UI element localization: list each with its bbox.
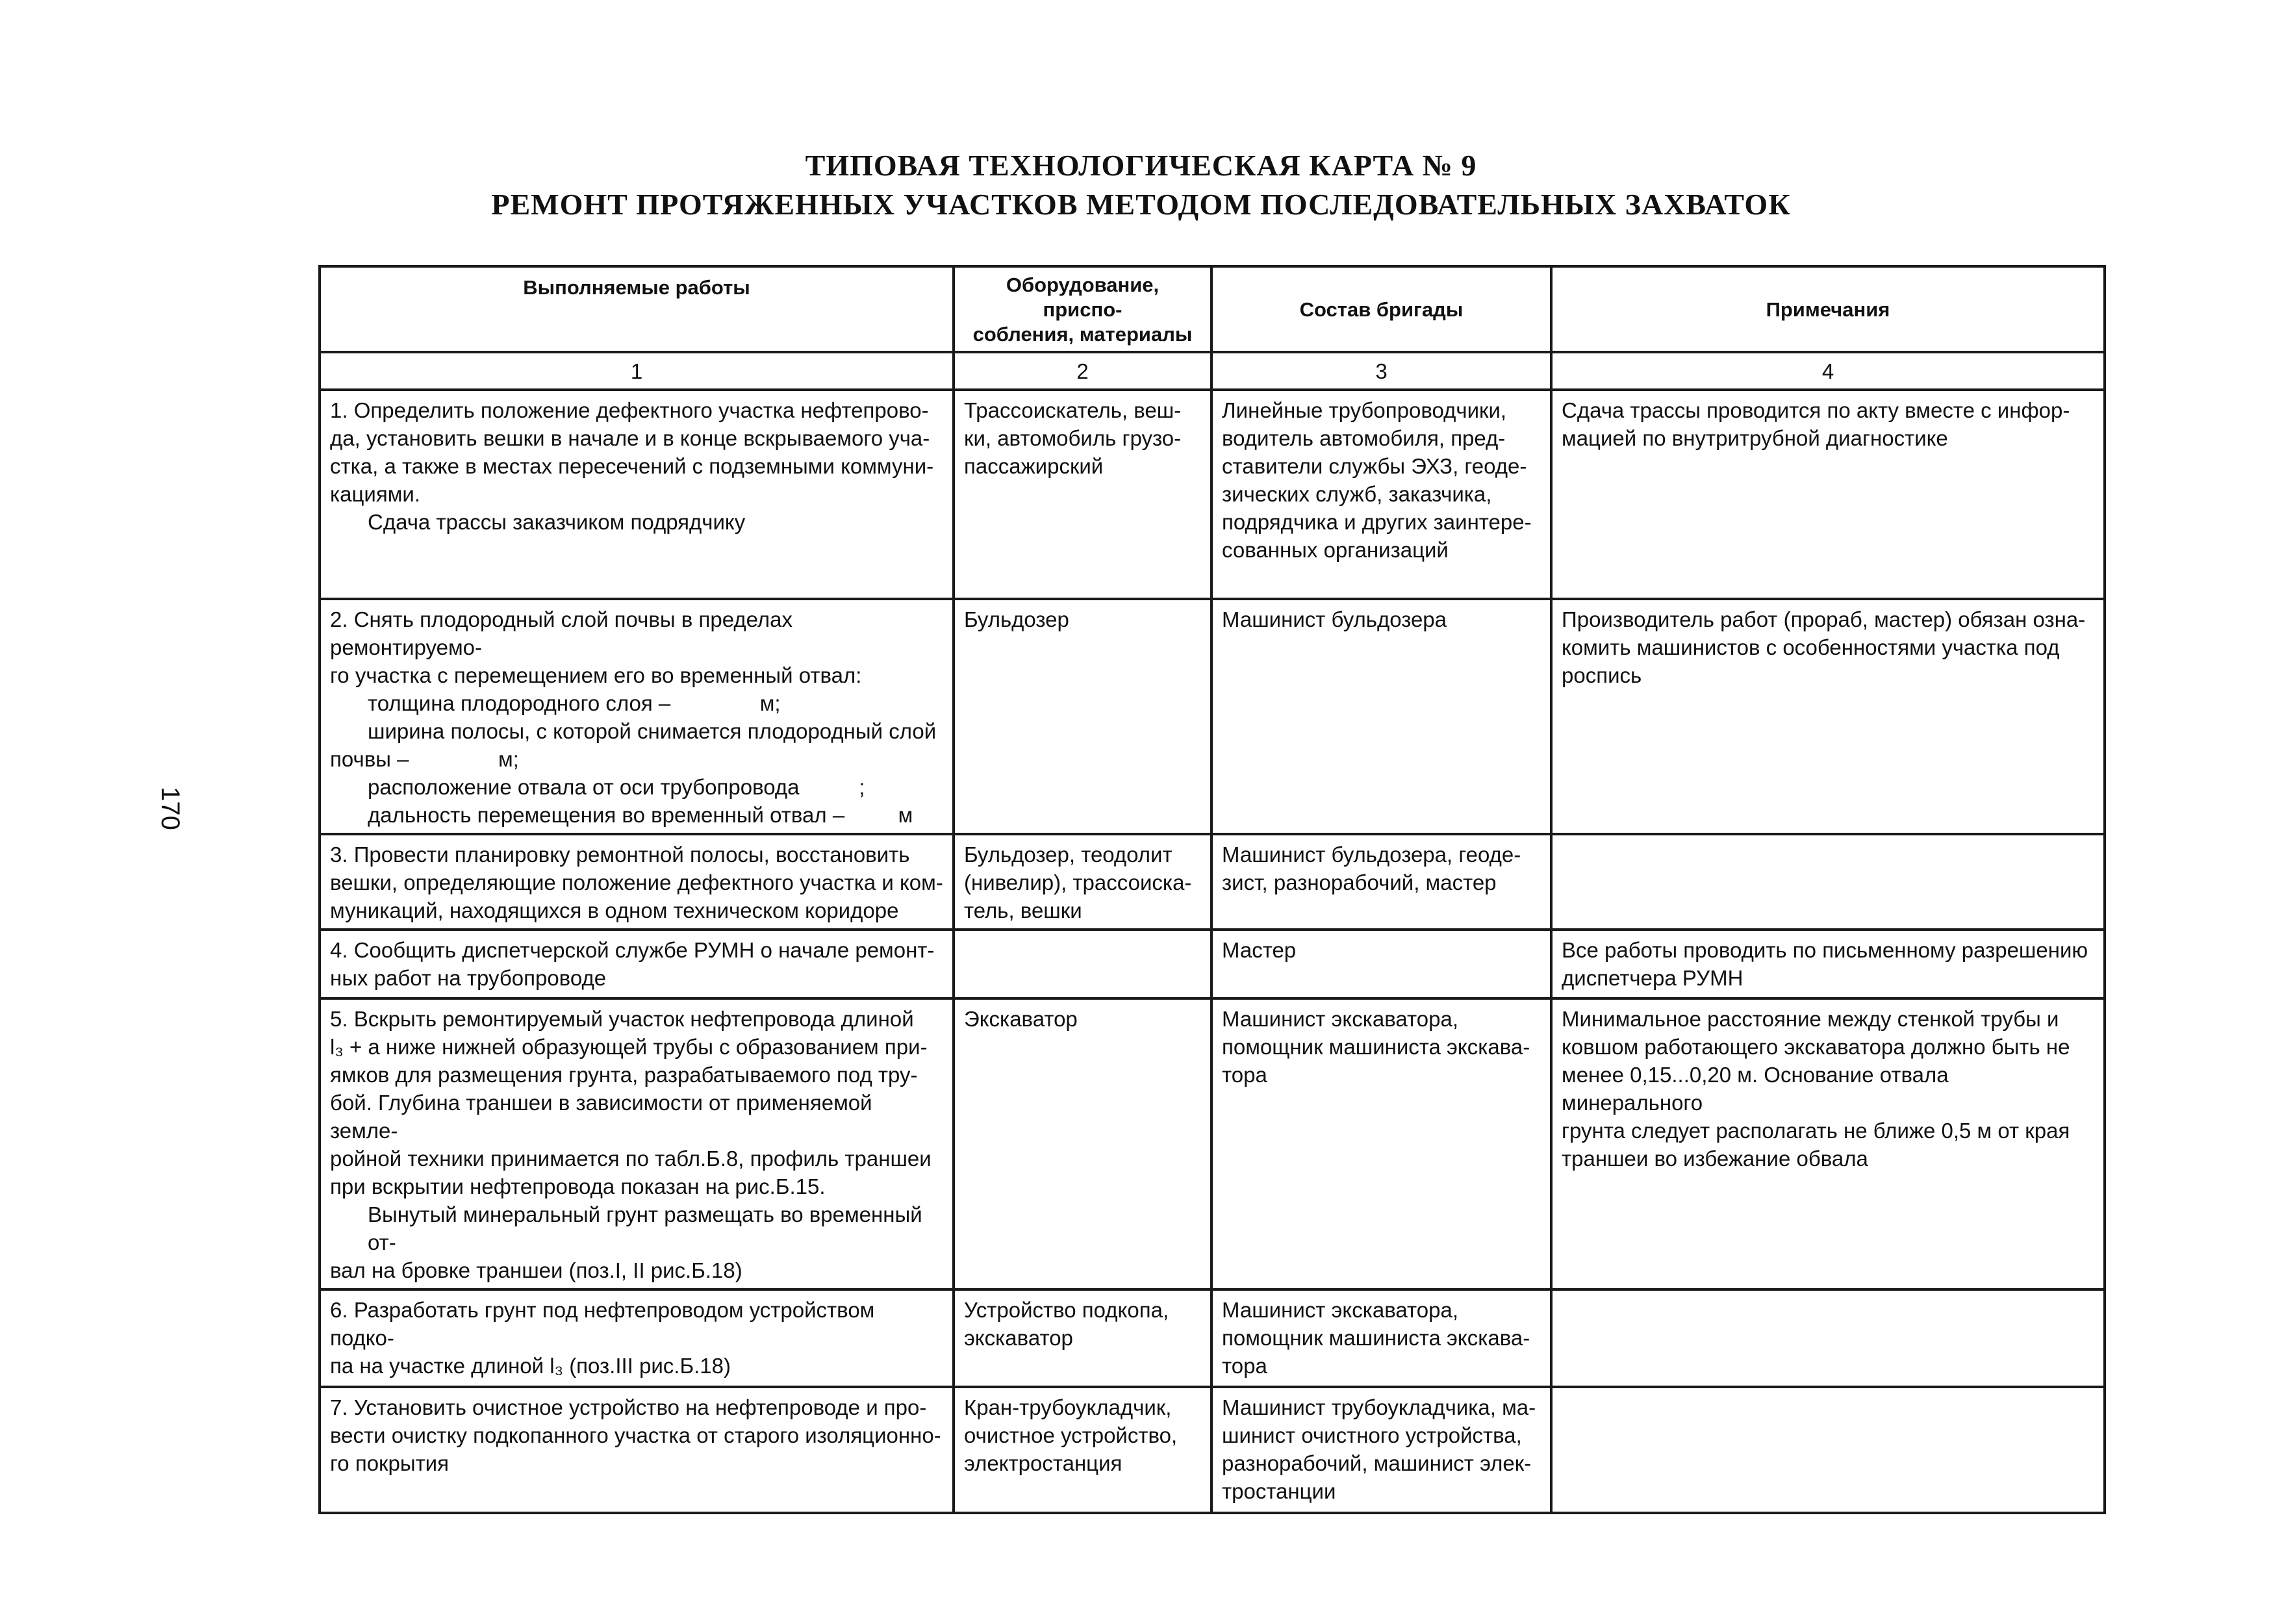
column-number: 3 <box>1211 352 1551 390</box>
header-row <box>320 266 2105 352</box>
work-cell <box>320 930 954 998</box>
notes-cell: Сдача трассы проводится по акту вместе с инфор- мацией по внутритрубной диагностике <box>1551 390 2105 599</box>
work-line: 2. Снять плодородный слой почвы в пределах ремонтируемо- <box>330 607 799 659</box>
title-line-1: ТИПОВАЯ ТЕХНОЛОГИЧЕСКАЯ КАРТА № 9 <box>805 149 1477 182</box>
work-line: 5. Вскрыть ремонтируемый участок нефтепровода длиной <box>330 1007 914 1031</box>
work-line: ширина полосы, с которой снимается плодородный слой <box>368 719 937 743</box>
equipment-cell: Трассоискатель, веш- ки, автомобиль грузо- пассажирский <box>954 390 1211 599</box>
title-line-2: РЕМОНТ ПРОТЯЖЕННЫХ УЧАСТКОВ МЕТОДОМ ПОСЛЕДОВАТЕЛЬНЫХ ЗАХВАТОК <box>491 188 1791 221</box>
equipment-cell: Экскаватор <box>954 998 1211 1289</box>
header-equipment: Оборудование, приспо- собления, материалы <box>954 266 1211 352</box>
notes-cell <box>1551 1289 2105 1387</box>
notes-cell <box>1551 834 2105 930</box>
work-line: вести очистку подкопанного участка от старого изоляционно- <box>330 1423 941 1447</box>
work-line: при вскрытии нефтепровода показан на рис.Б.15. <box>330 1174 826 1199</box>
notes-cell: Все работы проводить по письменному разрешению диспетчера РУМН <box>1551 930 2105 998</box>
work-line: вал на бровке траншеи (поз.I, II рис.Б.18) <box>330 1258 742 1282</box>
table-row <box>320 930 2105 998</box>
equipment-cell: Бульдозер, теодолит (нивелир), трассоиска- тель, вешки <box>954 834 1211 930</box>
table-row <box>320 1387 2105 1513</box>
crew-cell: Машинист трубоукладчика, ма- шинист очистного устройства, разнорабочий, машинист элек- тростанции <box>1211 1387 1551 1513</box>
work-line: па на участке длиной l₃ (поз.III рис.Б.18) <box>330 1354 731 1378</box>
table-row <box>320 1289 2105 1387</box>
work-cell <box>320 1387 954 1513</box>
work-cell <box>320 998 954 1289</box>
work-line: кациями. <box>330 482 421 506</box>
work-cell <box>320 390 954 599</box>
header-crew: Состав бригады <box>1211 266 1551 352</box>
notes-cell: Производитель работ (прораб, мастер) обязан озна- комить машинистов с особенностями участка под роспись <box>1551 599 2105 834</box>
tech-card-table <box>318 265 2106 1514</box>
work-line: 6. Разработать грунт под нефтепроводом устройством подко- <box>330 1298 881 1350</box>
work-line: l₃ + a ниже нижней образующей трубы с образованием при- <box>330 1035 928 1059</box>
work-line: 1. Определить положение дефектного участка нефтепрово- <box>330 398 929 422</box>
column-number-row <box>320 352 2105 390</box>
column-number: 2 <box>954 352 1211 390</box>
work-line: го участка с перемещением его во временный отвал: <box>330 663 862 687</box>
work-line: бой. Глубина траншеи в зависимости от применяемой земле- <box>330 1091 878 1143</box>
work-line: ных работ на трубопроводе <box>330 966 607 990</box>
crew-cell: Линейные трубопроводчики, водитель автомобиля, пред- ставители службы ЭХЗ, геоде- зических служб, заказчика, подрядчика и других заинтере- сованных организаций <box>1211 390 1551 599</box>
work-line: вешки, определяющие положение дефектного участка и ком- <box>330 870 943 894</box>
work-line: муникаций, находящихся в одном техническом коридоре <box>330 898 899 922</box>
work-line: расположение отвала от оси трубопровода ; <box>368 775 865 799</box>
crew-cell: Мастер <box>1211 930 1551 998</box>
crew-cell: Машинист экскаватора, помощник машиниста экскава- тора <box>1211 1289 1551 1387</box>
column-number: 4 <box>1551 352 2105 390</box>
work-line: ройной техники принимается по табл.Б.8, профиль траншеи <box>330 1147 932 1171</box>
work-line: 7. Установить очистное устройство на нефтепроводе и про- <box>330 1395 927 1419</box>
header-notes: Примечания <box>1551 266 2105 352</box>
header-works: Выполняемые работы <box>320 266 954 352</box>
equipment-cell: Устройство подкопа, экскаватор <box>954 1289 1211 1387</box>
equipment-cell: Кран-трубоукладчик, очистное устройство, электростанция <box>954 1387 1211 1513</box>
column-number: 1 <box>320 352 954 390</box>
table-row <box>320 599 2105 834</box>
crew-cell: Машинист бульдозера <box>1211 599 1551 834</box>
work-cell <box>320 1289 954 1387</box>
notes-cell <box>1551 1387 2105 1513</box>
work-line: Вынутый минеральный грунт размещать во временный от- <box>368 1202 928 1254</box>
crew-cell: Машинист экскаватора, помощник машиниста экскава- тора <box>1211 998 1551 1289</box>
work-line: да, установить вешки в начале и в конце вскрываемого уча- <box>330 426 930 450</box>
table-row <box>320 834 2105 930</box>
work-line: 3. Провести планировку ремонтной полосы, восстановить <box>330 843 910 867</box>
work-line: Сдача трассы заказчиком подрядчику <box>368 510 746 534</box>
work-cell <box>320 834 954 930</box>
page-number: 170 <box>155 787 184 830</box>
equipment-cell <box>954 930 1211 998</box>
work-line: 4. Сообщить диспетчерской службе РУМН о начале ремонт- <box>330 938 935 962</box>
work-line: стка, а также в местах пересечений с подземными коммуни- <box>330 454 934 478</box>
page-title <box>0 146 2282 224</box>
work-line: ямков для размещения грунта, разрабатываемого под тру- <box>330 1063 918 1087</box>
work-cell <box>320 599 954 834</box>
notes-cell: Минимальное расстояние между стенкой трубы и ковшом работающего экскаватора должно быть не менее 0,15...0,20 м. Основание отвала минерального грунта следует располагать не ближе 0,5 м от края траншеи во избежание обвала <box>1551 998 2105 1289</box>
equipment-cell: Бульдозер <box>954 599 1211 834</box>
work-line: толщина плодородного слоя – м; <box>368 691 781 715</box>
crew-cell: Машинист бульдозера, геоде- зист, разнорабочий, мастер <box>1211 834 1551 930</box>
table-row <box>320 998 2105 1289</box>
table-row <box>320 390 2105 599</box>
work-line: почвы – м; <box>330 747 519 771</box>
work-line: дальность перемещения во временный отвал – м <box>368 803 913 827</box>
work-line: го покрытия <box>330 1451 449 1475</box>
